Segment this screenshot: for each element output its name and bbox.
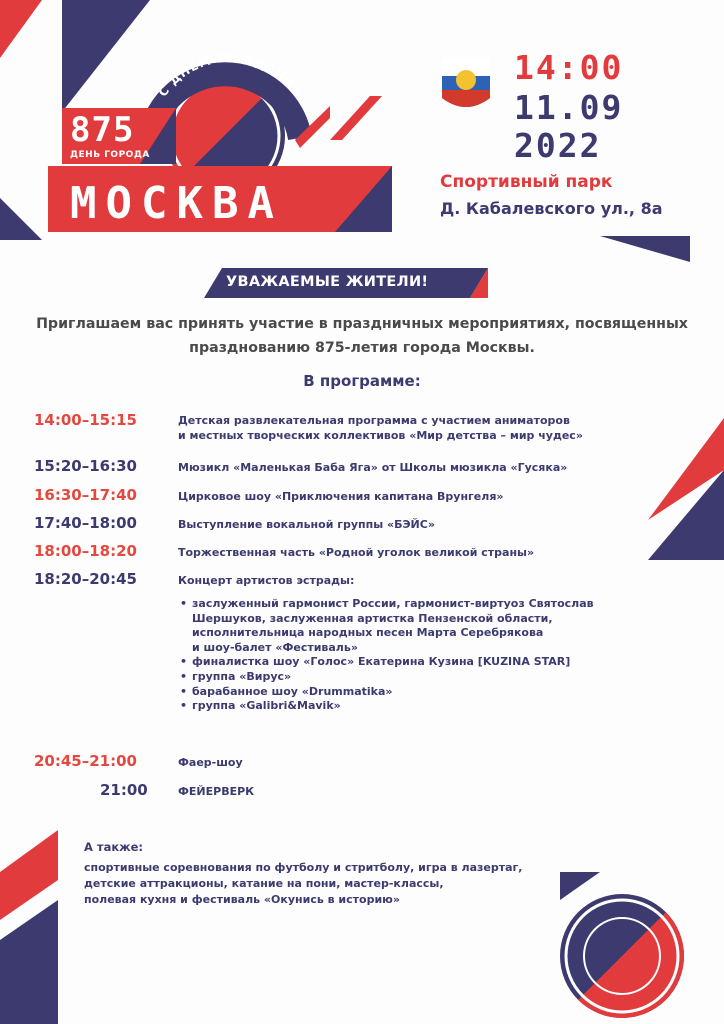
also-title: А также:	[84, 840, 143, 854]
also-line: спортивные соревнования по футболу и стритболу, игра в лазертаг,	[84, 861, 523, 874]
list-item-line: Шершуков, заслуженная артистка Пензенской области,	[192, 611, 553, 625]
program-desc: Цирковое шоу «Приключения капитана Врунгеля»	[178, 490, 504, 503]
list-item: • группа «Вирус»	[178, 670, 648, 685]
also-line: полевая кухня и фестиваль «Окунись в историю»	[84, 893, 400, 906]
list-item: • группа «Galibri&Mavik»	[178, 699, 648, 714]
list-item: • барабанное шоу «Drummatika»	[178, 685, 648, 700]
program-desc-line: и местных творческих коллективов «Мир детства – мир чудес»	[178, 429, 583, 442]
program-desc: Мюзикл «Маленькая Баба Яга» от Школы мюзикла «Гусяка»	[178, 461, 568, 474]
svg-text:С ДНЁМ РОЖДЕНИЯ	[156, 51, 305, 99]
greeting-banner: УВАЖАЕМЫЕ ЖИТЕЛИ!	[226, 274, 429, 290]
also-text	[84, 860, 584, 908]
list-item-line: и шоу-балет «Фестиваль»	[192, 640, 358, 654]
program-time: 18:00–18:20	[34, 542, 137, 560]
invitation-text: Приглашаем вас принять участие в праздничных мероприятиях, посвященных празднованию 875-летия города Москвы.	[36, 316, 688, 356]
concert-list	[178, 597, 648, 714]
program-time: 16:30–17:40	[34, 486, 137, 504]
program-desc: Выступление вокальной группы «БЭЙС»	[178, 518, 435, 531]
also-line: детские аттракционы, катание на пони, мастер-классы,	[84, 877, 444, 890]
program-desc: Концерт артистов эстрады:	[178, 574, 355, 587]
program-desc	[178, 413, 638, 443]
program-time: 17:40–18:00	[34, 514, 137, 532]
program-desc: Фаер-шоу	[178, 756, 243, 769]
list-item-line: • заслуженный гармонист России, гармонист-виртуоз Святослав	[192, 597, 594, 610]
program-desc: ФЕЙЕРВЕРК	[178, 785, 255, 798]
program-time: 20:45–21:00	[34, 752, 137, 770]
city-title: МОСКВА	[70, 178, 283, 229]
venue: Спортивный парк	[440, 172, 613, 192]
badge-875	[62, 108, 174, 164]
program-time: 14:00–15:15	[34, 411, 137, 429]
program-time: 21:00	[100, 781, 148, 799]
event-date-year: 2022	[514, 126, 602, 165]
badge-caption: ДЕНЬ ГОРОДА	[70, 150, 150, 160]
program-time: 18:20–20:45	[34, 570, 137, 588]
program-time: 15:20–16:30	[34, 457, 137, 475]
program-desc: Торжественная часть «Родной уголок великой страны»	[178, 546, 535, 559]
list-item-line: исполнительница народных песен Марта Серебрякова	[192, 626, 544, 640]
program-title: В программе:	[303, 372, 421, 390]
arc-caption: С ДНЁМ РОЖДЕНИЯ	[155, 50, 305, 100]
badge-number: 875	[70, 110, 135, 150]
list-item: • финалистка шоу «Голос» Екатерина Кузина [KUZINA STAR]	[178, 655, 648, 670]
program-desc-line: Детская развлекательная программа с участием аниматоров	[178, 414, 570, 427]
event-date-day: 11.09	[514, 88, 624, 127]
event-time: 14:00	[514, 48, 624, 87]
address: Д. Кабалевского ул., 8а	[440, 199, 663, 218]
list-item	[178, 597, 648, 655]
